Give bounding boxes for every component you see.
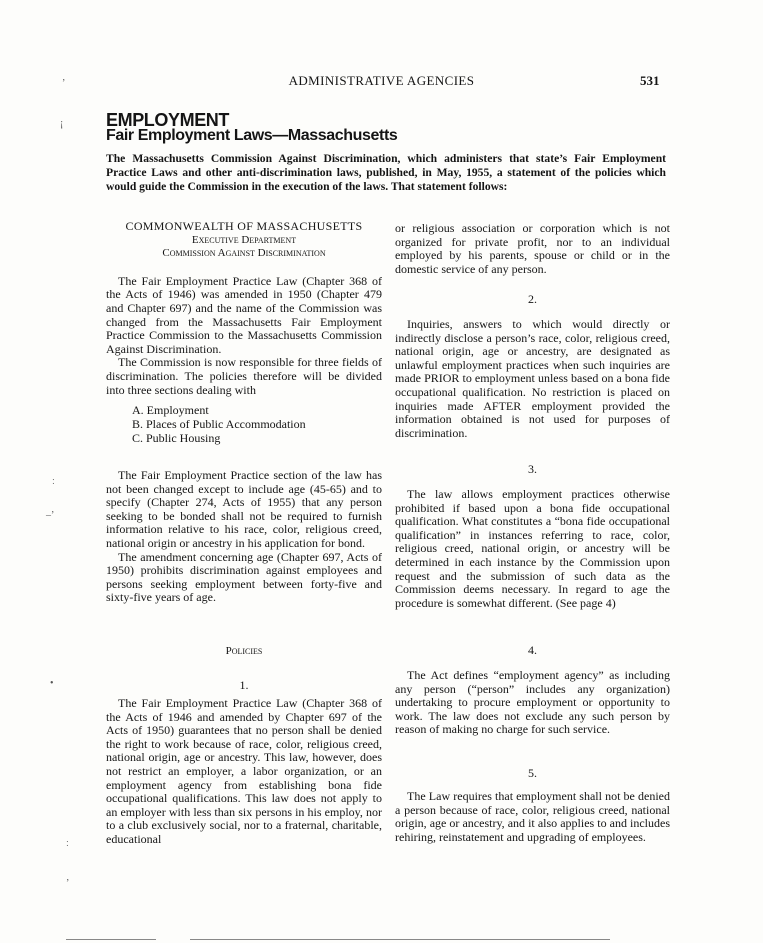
section-title: EMPLOYMENT: [106, 110, 230, 130]
paragraph: The Fair Employment Practice Law (Chapter 368 of the Acts of 1946) was amended in 1950 (Chapter 479 and Chapter 697) and the name of the Commission was changed from the Massachusetts Fair Employment Practice Commission to the Massachusetts Commission Against Discrimination.: [106, 273, 382, 356]
paragraph: or religious association or corporation which is not organized for private profit, nor to an individual employed by his parents, spouse or child or in the domestic service of any person.: [395, 221, 670, 276]
policy-number-heading: 1.: [239, 678, 249, 692]
paragraph: The Fair Employment Practice Law (Chapter 368 of the Acts of 1946 and amended by Chapter 697 of the Acts of 1950) guarantees that no person shall be denied the right to work because of race, color, religious creed, national origin, age or ancestry. This law, however, does not restrict an employer, a labor organization, or an employment agency from establishing bona fide occupational qualifications. This law does not apply to an employer with less than six persons in his employ, nor to a club exclusively social, nor to a fraternal, charitable, educational: [106, 696, 382, 846]
margin-mark: ’: [62, 78, 66, 89]
paragraph: Inquiries, answers to which would directly or indirectly disclose a person’s race, color, religious creed, national origin, age or ancestry, are designated as unlawful employment practices when such inquiries are made PRIOR to employment unless based on a bona fide occupational qualification. No restriction is placed on inquiries made AFTER employment provided the information obtained is not used for purposes of discrimination.: [395, 317, 670, 440]
margin-mark: •: [50, 678, 54, 689]
policies-heading: Policies: [225, 645, 263, 657]
sections-list: [106, 403, 382, 445]
policy-number-heading: 2.: [528, 292, 537, 306]
list-item: C. Public Housing: [132, 431, 221, 446]
running-header: ADMINISTRATIVE AGENCIES: [288, 73, 475, 88]
policy-number-heading: 3.: [528, 462, 537, 476]
right-para-4: [395, 669, 670, 737]
left-column-middle: [106, 469, 382, 605]
paragraph: The Act defines “employment agency” as including any person (“person” includes any organization) undertaking to procure employment or opportunity to work. The law does not exclude any such person by reason of making no charge for such service.: [395, 668, 670, 737]
paragraph: The law allows employment practices otherwise prohibited if based upon a bona fide occupational qualification. What constitutes a “bona fide occupational qualification” in instances referring to race, color, religious creed, national origin, or ancestry will be determined in each instance by the Commission upon request and the submission of such data as the Commission deems necessary. In regard to age the procedure is somewhat different. (See page 4): [395, 487, 670, 610]
letterhead-department: Executive Department: [191, 233, 297, 246]
margin-mark: ’: [66, 878, 70, 889]
letterhead-state: COMMONWEALTH OF MASSACHUSETTS: [125, 219, 363, 233]
intro-paragraph: The Massachusetts Commission Against Discrimination, which administers that state’s Fair Employment Practice Laws and other anti-discrimination laws, published, in May, 1955, a statement of the policies which would guide the Commission in the execution of the laws. That statement follows:: [106, 152, 666, 194]
letterhead-commission: Commission Against Discrimination: [162, 247, 326, 260]
paragraph: The Law requires that employment shall not be denied a person because of race, color, religious creed, national origin, age or ancestry, and it also applies to and includes rehiring, reinstatement and upgrading of employees.: [395, 789, 670, 844]
paragraph: The Fair Employment Practice section of the law has not been changed except to include age (45-65) and to specify (Chapter 274, Acts of 1955) that any person seeking to be bonded shall not be required to furnish information relative to his race, color, religious creed, national origin or ancestry in his application for bond.: [106, 468, 382, 550]
left-column-bottom: [106, 697, 382, 847]
right-para-2: [395, 318, 670, 440]
list-item: A. Employment: [132, 403, 209, 418]
margin-mark: ː: [66, 838, 69, 849]
scan-line: [190, 939, 610, 940]
left-column-top: [106, 220, 382, 445]
section-subtitle: Fair Employment Laws—Massachusetts: [106, 127, 398, 144]
policy-number-heading: 4.: [528, 643, 537, 657]
right-para-5: [395, 790, 670, 844]
right-para-0: [395, 222, 670, 276]
paragraph: The Commission is now responsible for three fields of discrimination. The policies therefore will be divided into three sections dealing with: [106, 355, 382, 397]
right-para-3: [395, 488, 670, 610]
paragraph: The amendment concerning age (Chapter 697, Acts of 1950) prohibits discrimination against employees and persons seeking employment between forty-five and sixty-five years of age.: [106, 549, 382, 605]
margin-mark: –ʼ: [46, 510, 55, 521]
policy-number-heading: 5.: [528, 766, 537, 780]
scan-line: [66, 939, 156, 940]
list-item: B. Places of Public Accommodation: [132, 417, 306, 432]
page-number: 531: [640, 73, 660, 88]
margin-mark: ¡: [60, 118, 64, 129]
margin-mark: ː: [52, 476, 55, 487]
